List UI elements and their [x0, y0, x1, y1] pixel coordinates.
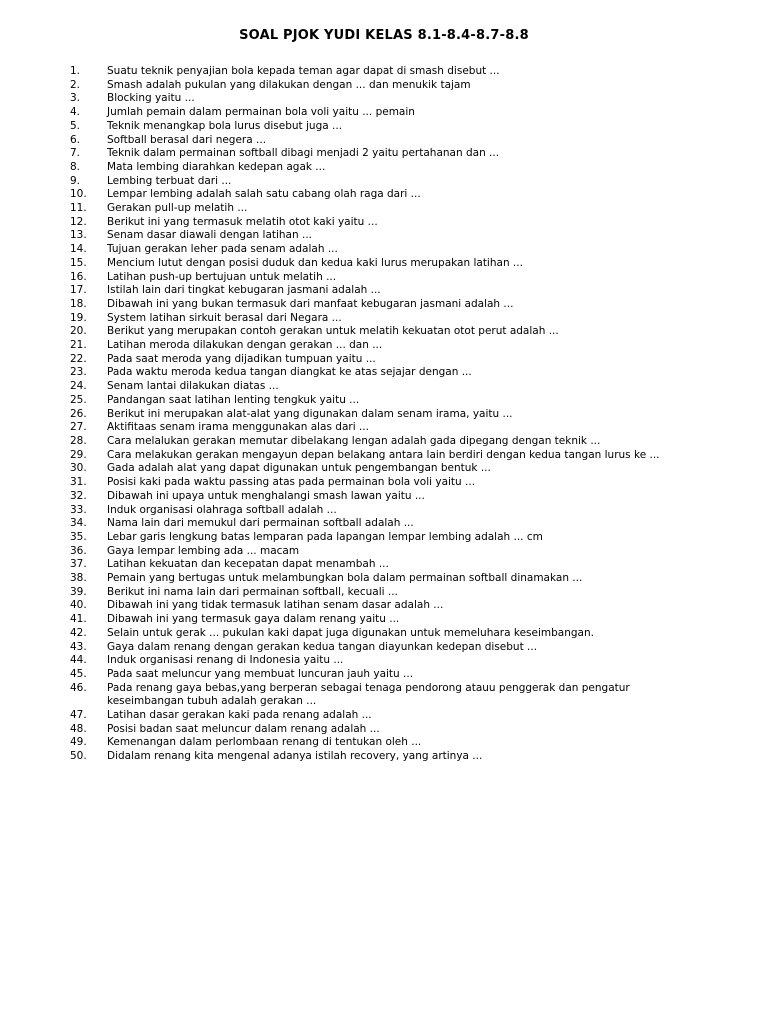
question-item — [0, 312, 768, 326]
question-text: Gaya lempar lembing ada ... macam — [107, 544, 300, 557]
question-list — [0, 65, 768, 764]
question-text: Lebar garis lengkung batas lemparan pada lapangan lempar lembing adalah ... cm — [107, 530, 543, 543]
question-text: Smash adalah pukulan yang dilakukan dengan ... dan menukik tajam — [107, 78, 471, 91]
question-number: 28. — [70, 434, 87, 447]
question-item — [0, 613, 768, 627]
question-number: 22. — [70, 352, 87, 365]
question-text: Mencium lutut dengan posisi duduk dan kedua kaki lurus merupakan latihan ... — [107, 256, 523, 269]
question-number: 18. — [70, 297, 87, 310]
question-text: Pada saat meluncur yang membuat luncuran jauh yaitu ... — [107, 667, 414, 680]
question-text: Latihan meroda dilakukan dengan gerakan ... dan ... — [107, 339, 383, 352]
question-text: Posisi kaki pada waktu passing atas pada permainan bola voli yaitu ... — [107, 476, 476, 489]
question-text: Latihan push-up bertujuan untuk melatih ... — [107, 270, 337, 283]
question-text: Cara melalukan gerakan memutar dibelakang lengan adalah gada dipegang dengan teknik ... — [107, 434, 601, 447]
question-text: Senam lantai dilakukan diatas ... — [107, 380, 279, 393]
question-text: Pemain yang bertugas untuk melambungkan bola dalam permainan softball dinamakan ... — [107, 572, 583, 585]
question-text: Lempar lembing adalah salah satu cabang olah raga dari ... — [107, 188, 421, 201]
question-item — [0, 449, 768, 463]
question-item — [0, 202, 768, 216]
question-item — [0, 106, 768, 120]
question-number: 42. — [70, 626, 87, 639]
question-item — [0, 421, 768, 435]
question-text: Softball berasal dari negera ... — [107, 133, 267, 146]
question-item — [0, 325, 768, 339]
question-text: Selain untuk gerak ... pukulan kaki dapat juga digunakan untuk memeluhara keseimbangan. — [107, 626, 594, 639]
question-text: Didalam renang kita mengenal adanya istilah recovery, yang artinya ... — [107, 750, 483, 763]
question-text: Aktifitaas senam irama menggunakan alas dari ... — [107, 421, 369, 434]
question-item — [0, 462, 768, 476]
question-text: Teknik menangkap bola lurus disebut juga ... — [107, 119, 343, 132]
question-item — [0, 284, 768, 298]
question-text: Teknik dalam permainan softball dibagi menjadi 2 yaitu pertahanan dan ... — [107, 147, 500, 160]
question-item — [0, 490, 768, 504]
question-item — [0, 243, 768, 257]
question-number: 29. — [70, 448, 87, 461]
question-number: 31. — [70, 476, 87, 489]
question-item — [0, 627, 768, 641]
question-text: Dibawah ini yang tidak termasuk latihan senam dasar adalah ... — [107, 599, 444, 612]
question-item — [0, 709, 768, 723]
question-item — [0, 476, 768, 490]
question-item — [0, 79, 768, 93]
question-text: Lembing terbuat dari ... — [107, 174, 232, 187]
question-item — [0, 92, 768, 106]
question-number: 48. — [70, 722, 87, 735]
question-item — [0, 654, 768, 668]
question-text: Posisi badan saat meluncur dalam renang adalah ... — [107, 722, 380, 735]
question-number: 4. — [70, 106, 81, 119]
question-number: 25. — [70, 393, 87, 406]
question-item — [0, 504, 768, 518]
question-number: 47. — [70, 709, 87, 722]
question-number: 7. — [70, 147, 81, 160]
question-item — [0, 161, 768, 175]
question-text: Suatu teknik penyajian bola kepada teman agar dapat di smash disebut ... — [107, 65, 500, 77]
question-number: 21. — [70, 339, 87, 352]
question-number: 38. — [70, 572, 87, 585]
question-number: 26. — [70, 407, 87, 420]
question-text: Berikut ini merupakan alat-alat yang digunakan dalam senam irama, yaitu ... — [107, 407, 513, 420]
question-number: 5. — [70, 119, 81, 132]
question-item — [0, 435, 768, 449]
question-number: 17. — [70, 284, 87, 297]
question-item — [0, 271, 768, 285]
question-item — [0, 408, 768, 422]
question-item — [0, 572, 768, 586]
question-item — [0, 682, 768, 709]
question-text: Berikut yang merupakan contoh gerakan untuk melatih kekuatan otot perut adalah ... — [107, 325, 559, 338]
question-text: Istilah lain dari tingkat kebugaran jasmani adalah ... — [107, 284, 381, 297]
question-item — [0, 366, 768, 380]
question-text: Gada adalah alat yang dapat digunakan untuk pengembangan bentuk ... — [107, 462, 491, 475]
question-number: 43. — [70, 640, 87, 653]
question-item — [0, 545, 768, 559]
question-text: Pada saat meroda yang dijadikan tumpuan yaitu ... — [107, 352, 376, 365]
question-text: Mata lembing diarahkan kedepan agak ... — [107, 160, 326, 173]
question-item — [0, 394, 768, 408]
question-item — [0, 558, 768, 572]
question-text: Latihan dasar gerakan kaki pada renang adalah ... — [107, 709, 372, 722]
question-item — [0, 517, 768, 531]
question-number: 44. — [70, 654, 87, 667]
question-text: Berikut ini nama lain dari permainan softball, kecuali ... — [107, 585, 398, 598]
question-item — [0, 188, 768, 202]
question-text: Berikut ini yang termasuk melatih otot kaki yaitu ... — [107, 215, 378, 228]
question-item — [0, 120, 768, 134]
question-number: 33. — [70, 503, 87, 516]
question-item — [0, 353, 768, 367]
question-number: 41. — [70, 613, 87, 626]
question-item — [0, 65, 768, 79]
question-item — [0, 586, 768, 600]
question-number: 35. — [70, 530, 87, 543]
question-number: 16. — [70, 270, 87, 283]
question-number: 11. — [70, 202, 87, 215]
question-text: Dibawah ini yang termasuk gaya dalam renang yaitu ... — [107, 613, 400, 626]
question-item — [0, 134, 768, 148]
question-item — [0, 668, 768, 682]
question-number: 8. — [70, 160, 81, 173]
question-number: 50. — [70, 750, 87, 763]
question-number: 1. — [70, 65, 81, 77]
question-text: Nama lain dari memukul dari permainan softball adalah ... — [107, 517, 414, 530]
question-item — [0, 723, 768, 737]
question-number: 23. — [70, 366, 87, 379]
question-text: Kemenangan dalam perlombaan renang di tentukan oleh ... — [107, 736, 422, 749]
question-number: 49. — [70, 736, 87, 749]
question-number: 2. — [70, 78, 81, 91]
question-number: 37. — [70, 558, 87, 571]
question-item — [0, 147, 768, 161]
question-number: 20. — [70, 325, 87, 338]
question-number: 9. — [70, 174, 81, 187]
question-number: 27. — [70, 421, 87, 434]
question-number: 32. — [70, 489, 87, 502]
question-number: 24. — [70, 380, 87, 393]
question-number: 45. — [70, 667, 87, 680]
question-text: Pandangan saat latihan lenting tengkuk yaitu ... — [107, 393, 360, 406]
question-text: Blocking yaitu ... — [107, 92, 195, 105]
question-number: 6. — [70, 133, 81, 146]
question-text: Gerakan pull-up melatih ... — [107, 202, 248, 215]
question-number: 34. — [70, 517, 87, 530]
question-item — [0, 380, 768, 394]
question-item — [0, 531, 768, 545]
question-text: Latihan kekuatan dan kecepatan dapat menambah ... — [107, 558, 389, 571]
question-number: 14. — [70, 243, 87, 256]
question-text: Gaya dalam renang dengan gerakan kedua tangan diayunkan kedepan disebut ... — [107, 640, 538, 653]
question-text: Pada waktu meroda kedua tangan diangkat ke atas sejajar dengan ... — [107, 366, 472, 379]
question-number: 3. — [70, 92, 81, 105]
question-number: 36. — [70, 544, 87, 557]
question-text: Jumlah pemain dalam permainan bola voli yaitu ... pemain — [107, 106, 415, 119]
question-item — [0, 641, 768, 655]
question-text: Tujuan gerakan leher pada senam adalah ... — [107, 243, 338, 256]
question-item — [0, 216, 768, 230]
question-item — [0, 175, 768, 189]
question-item — [0, 736, 768, 750]
question-text: Induk organisasi olahraga softball adalah ... — [107, 503, 337, 516]
question-number: 12. — [70, 215, 87, 228]
question-number: 19. — [70, 311, 87, 324]
question-text: Dibawah ini yang bukan termasuk dari manfaat kebugaran jasmani adalah ... — [107, 297, 514, 310]
question-text: Induk organisasi renang di Indonesia yaitu ... — [107, 654, 344, 667]
question-number: 30. — [70, 462, 87, 475]
question-item — [0, 750, 768, 764]
question-number: 40. — [70, 599, 87, 612]
question-number: 15. — [70, 256, 87, 269]
question-number: 10. — [70, 188, 87, 201]
page-title: SOAL PJOK YUDI KELAS 8.1-8.4-8.7-8.8 — [239, 28, 529, 43]
question-number: 39. — [70, 585, 87, 598]
question-text: Senam dasar diawali dengan latihan ... — [107, 229, 313, 242]
question-item — [0, 229, 768, 243]
question-text: Pada renang gaya bebas,yang berperan sebagai tenaga pendorong atauu penggerak dan pengatur keseimbangan tubuh adalah gerakan ... — [107, 681, 630, 708]
question-text: Cara melakukan gerakan mengayun depan belakang antara lain berdiri dengan kedua tangan lurus ke ... — [107, 448, 660, 461]
question-number: 46. — [70, 681, 87, 694]
question-item — [0, 298, 768, 312]
question-item — [0, 339, 768, 353]
question-text: System latihan sirkuit berasal dari Negara ... — [107, 311, 342, 324]
question-item — [0, 257, 768, 271]
question-item — [0, 599, 768, 613]
question-text: Dibawah ini upaya untuk menghalangi smash lawan yaitu ... — [107, 489, 425, 502]
question-number: 13. — [70, 229, 87, 242]
